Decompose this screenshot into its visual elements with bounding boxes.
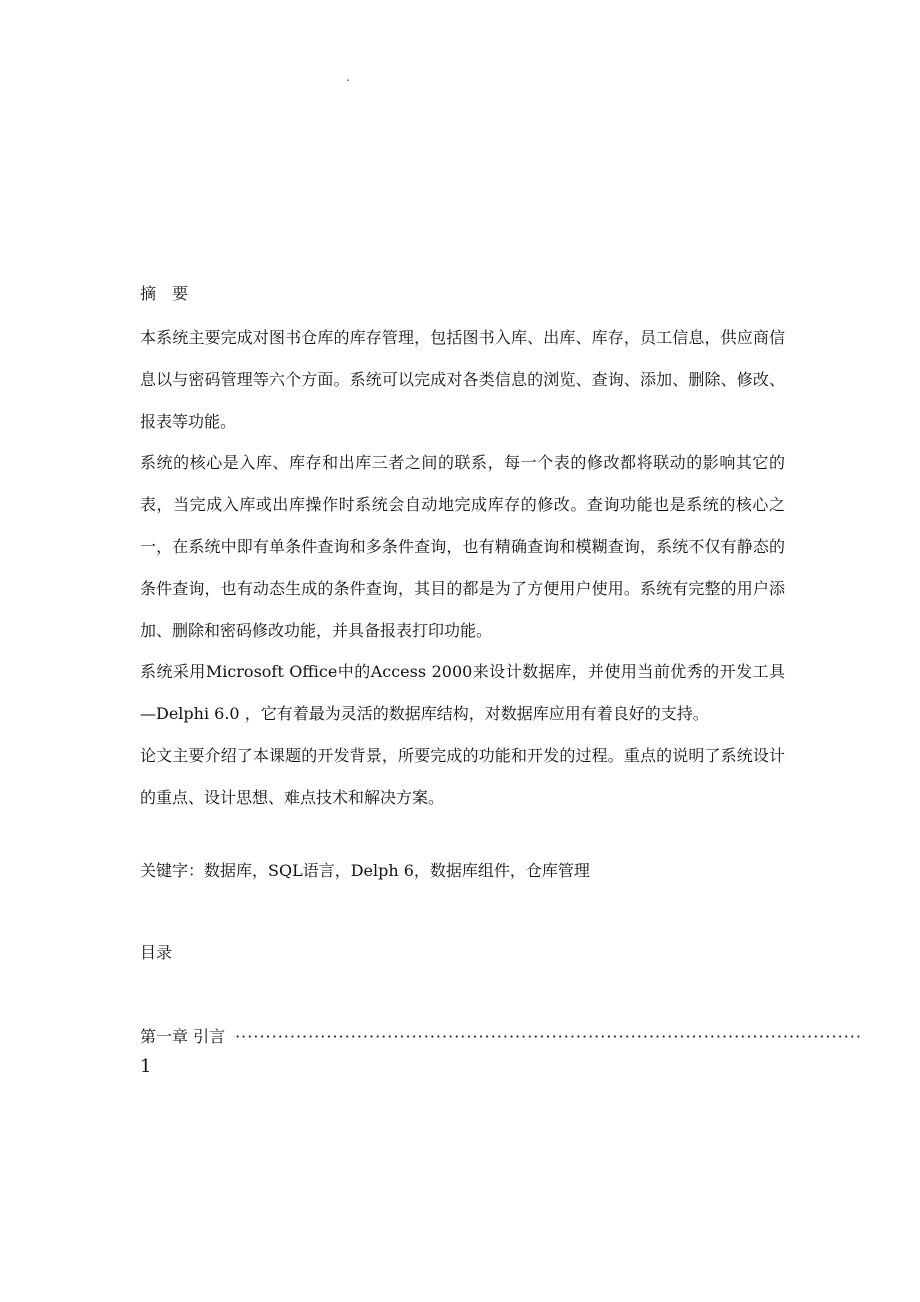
toc-entry-page-number: 1 (140, 1055, 152, 1077)
keywords-line: 关键字：数据库，SQL语言，Delph 6，数据库组件，仓库管理 (140, 860, 590, 880)
document-body (140, 282, 862, 1079)
toc-title: 目录 (140, 942, 173, 962)
abstract-paragraph-4: 论文主要介绍了本课题的开发背景，所要完成的功能和开发的过程。重点的说明了系统设计的重点、设计思想、难点技术和解决方案。 (140, 745, 785, 807)
abstract-paragraph-3: 系统采用Microsoft Office中的Access 2000来设计数据库，并使用当前优秀的开发工具—Delphi 6.0 ，它有着最为灵活的数据库结构，对数据库应用有着良好的支持。 (140, 662, 785, 724)
abstract-paragraph-2: 系统的核心是入库、库存和出库三者之间的联系，每一个表的修改都将联动的影响其它的表，当完成入库或出库操作时系统会自动地完成库存的修改。查询功能也是系统的核心之一，在系统中即有单条件查询和多条件查询，也有精确查询和模糊查询，系统不仅有静态的条件查询，也有动态生成的条件查询，其目的都是为了方便用户使用。系统有完整的用户添加、删除和密码修改功能，并具备报表打印功能。 (140, 453, 785, 640)
abstract-paragraph-1: 本系统主要完成对图书仓库的库存管理，包括图书入库、出库、库存，员工信息，供应商信息以与密码管理等六个方面。系统可以完成对各类信息的浏览、查询、添加、删除、修改、报表等功能。 (140, 328, 785, 431)
header-mark: . (346, 70, 350, 84)
toc-entry-label: 第一章 引言 (140, 1026, 226, 1046)
toc-entry[interactable] (140, 1025, 862, 1049)
toc-leader-dots: ······································································································· (235, 1026, 862, 1046)
abstract-heading: 摘 要 (140, 284, 189, 303)
